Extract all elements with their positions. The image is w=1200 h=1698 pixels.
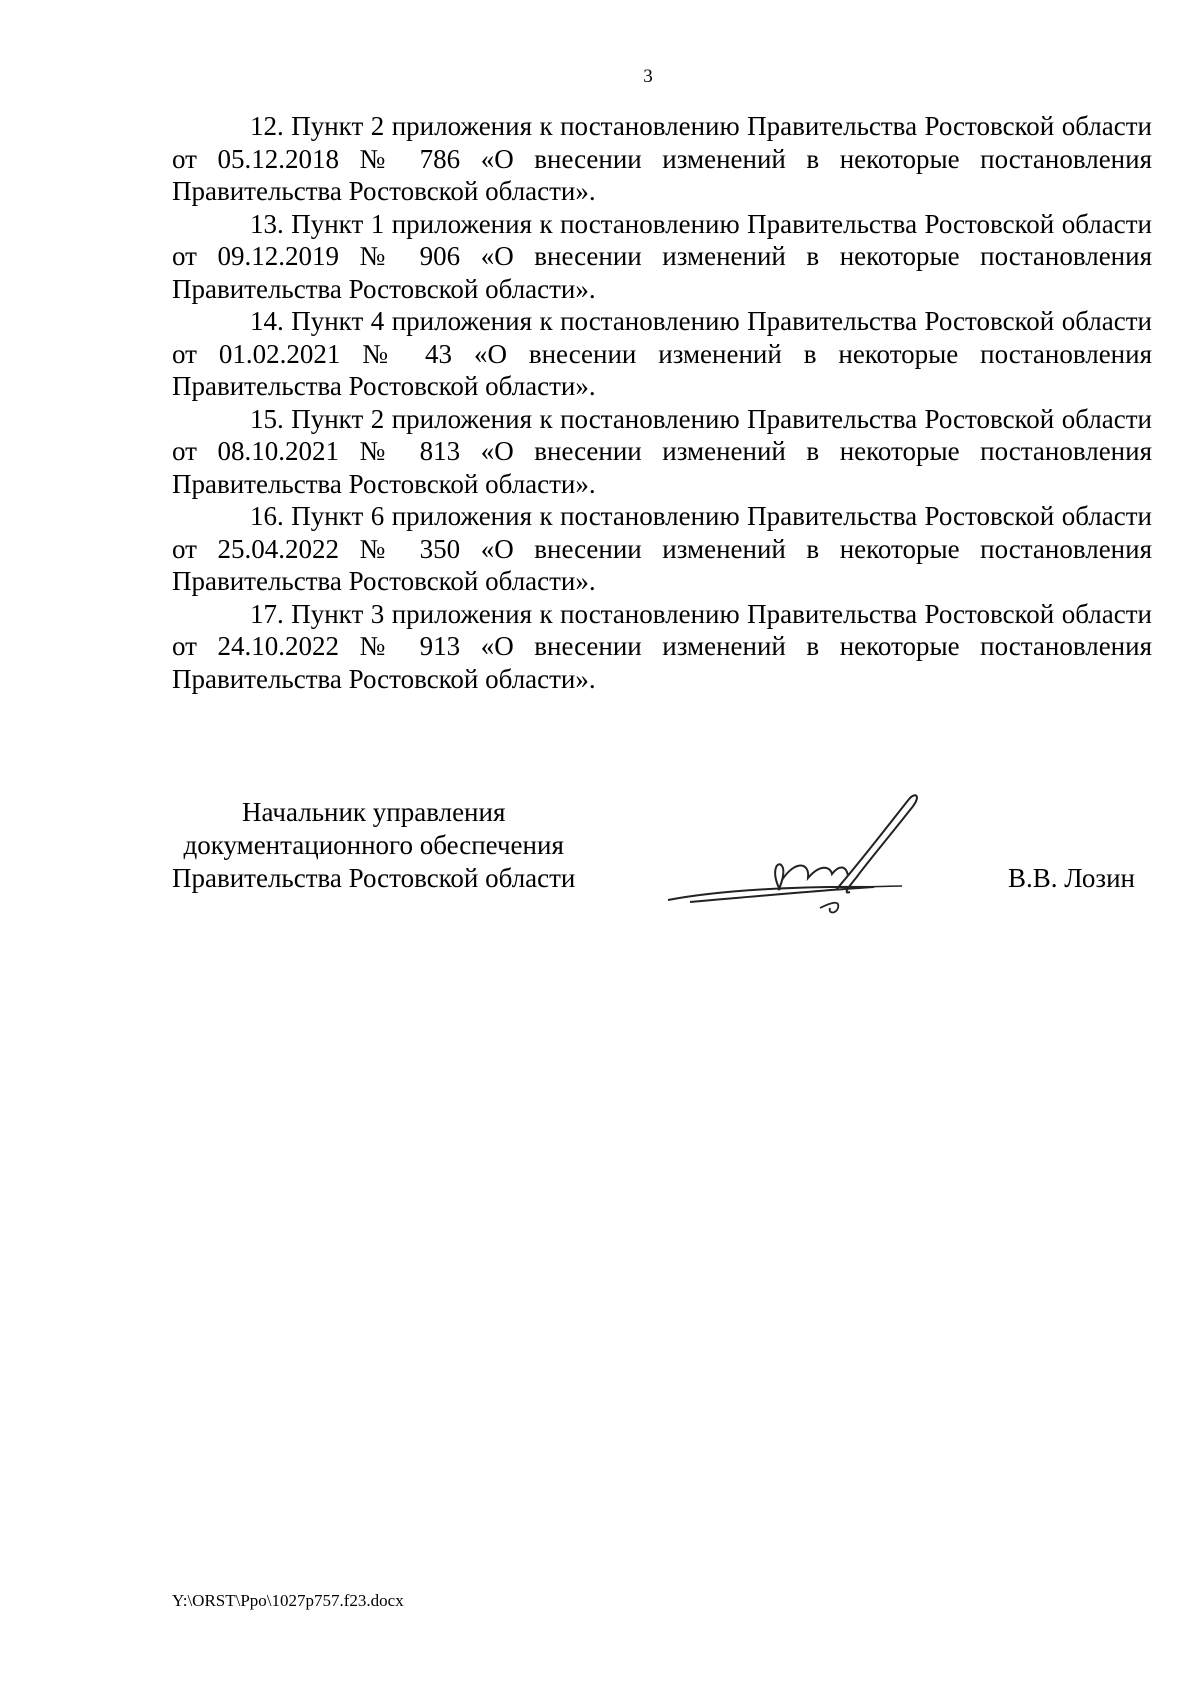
signatory-name: В.В. Лозин xyxy=(1008,863,1135,893)
handwritten-signature xyxy=(660,790,950,920)
list-item: 14. Пункт 4 приложения к постановлению Правительства Ростовской области от 01.02.2021 № 43 «О внесении изменений в некоторые постановления Правительства Ростовской области». xyxy=(172,306,1152,401)
page-number: 3 xyxy=(643,66,653,87)
signatory-position xyxy=(172,796,575,895)
position-line: документационного обеспечения xyxy=(183,830,564,860)
list-item: 15. Пункт 2 приложения к постановлению Правительства Ростовской области от 08.10.2021 № 813 «О внесении изменений в некоторые постановления Правительства Ростовской области». xyxy=(172,403,1152,499)
position-line: Начальник управления xyxy=(242,797,506,827)
position-line: Правительства Ростовской области xyxy=(172,863,576,893)
list-item: 17. Пункт 3 приложения к постановлению Правительства Ростовской области от 24.10.2022 № 913 «О внесении изменений в некоторые постановления Правительства Ростовской области». xyxy=(172,598,1152,694)
file-path: Y:\ORST\Ppo\1027p757.f23.docx xyxy=(172,1591,404,1610)
list-item: 12. Пункт 2 приложения к постановлению Правительства Ростовской области от 05.12.2018 № 786 «О внесении изменений в некоторые постановления Правительства Ростовской области». xyxy=(172,111,1152,206)
list-item: 16. Пункт 6 приложения к постановлению Правительства Ростовской области от 25.04.2022 № 350 «О внесении изменений в некоторые постановления Правительства Ростовской области». xyxy=(172,501,1152,596)
list-item: 13. Пункт 1 приложения к постановлению Правительства Ростовской области от 09.12.2019 № 906 «О внесении изменений в некоторые постановления Правительства Ростовской области». xyxy=(172,208,1152,304)
amendment-list xyxy=(172,110,1152,695)
